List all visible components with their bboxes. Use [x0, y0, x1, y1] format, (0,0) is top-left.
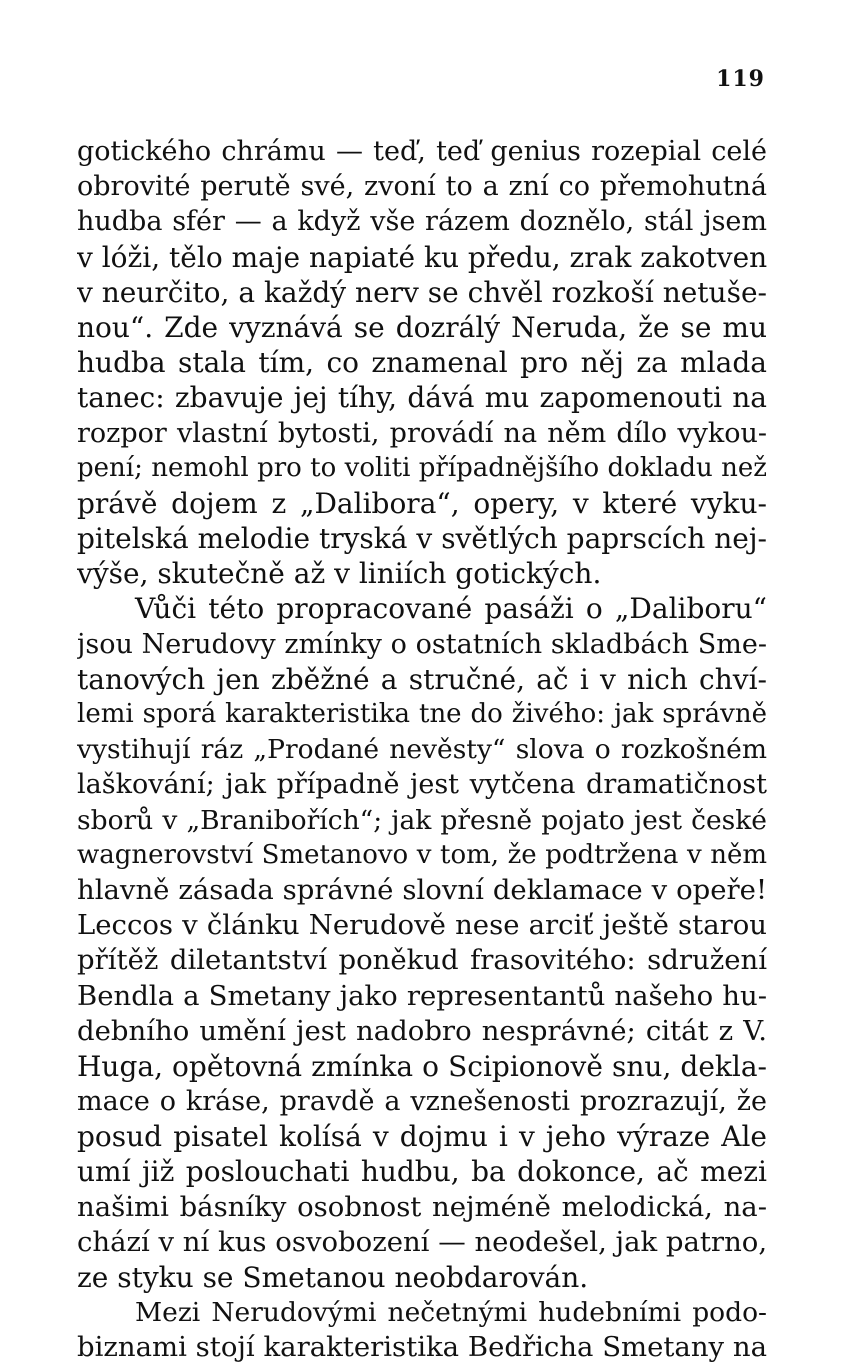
text-line: biznami stojí karakteristika Bedřicha Smetany na [77, 1331, 767, 1364]
text-line-paragraph-start: Mezi Nerudovými nečetnými hudebními podo- [135, 1297, 767, 1329]
text-line: chází v ní kus osvobození — neodešel, jak patrno, [77, 1225, 767, 1258]
text-line: našimi básníky osobnost nejméně melodická, na- [77, 1190, 767, 1223]
text-line: Bendla a Smetany jako representantů našeho hu- [77, 979, 767, 1012]
text-line: posud pisatel kolísá v dojmu i v jeho výraze Ale [77, 1120, 767, 1154]
text-line: sborů v „Branibořích“; jak přesně pojato jest české [77, 804, 767, 836]
text-line-paragraph-end: výše, skutečně až v liniích gotických. [77, 557, 602, 591]
text-line: vystihují ráz „Prodané nevěsty“ slova o rozkošném [77, 734, 767, 766]
text-line: hlavně zásada správné slovní deklamace v opeře! [77, 873, 767, 906]
text-line: v lóži, tělo maje napiaté ku předu, zrak zakotven [77, 240, 767, 274]
text-line-paragraph-end: ze styku se Smetanou neobdarován. [77, 1261, 589, 1294]
text-line: Leccos v článku Nerudově nese arciť ještě starou [77, 909, 767, 942]
text-line: v neurčito, a každý nerv se chvěl rozkoší netuše- [77, 275, 767, 309]
text-line: debního umění jest nadobro nesprávné; citát z V. [77, 1014, 767, 1047]
text-line: tanec: zbavuje jej tíhy, dává mu zapomenouti na [77, 381, 767, 415]
page-number: 119 [716, 66, 765, 92]
text-line: wagnerovství Smetanovo v tom, že podtržena v něm [77, 839, 767, 870]
text-line: rozpor vlastní bytosti, provádí na něm dílo vykou- [77, 417, 767, 449]
text-line: nou“. Zde vyznává se dozrálý Neruda, že se mu [77, 310, 767, 344]
text-line: jsou Nerudovy zmínky o ostatních skladbách Sme- [77, 628, 767, 660]
text-line: hudba stala tím, co znamenal pro něj za mlada [77, 346, 767, 380]
text-line-paragraph-start: Vůči této propracované pasáži o „Daliboru“ [135, 592, 767, 626]
text-line: pení; nemohl pro to voliti případnějšího dokladu než [77, 452, 767, 483]
text-line: mace o kráse, pravdě a vznešenosti prozrazují, že [77, 1086, 767, 1118]
text-line: Huga, opětovná zmínka o Scipionově snu, dekla- [77, 1049, 767, 1083]
text-line: obrovité perutě své, zvoní to a zní co přemohutná [77, 171, 767, 203]
text-line: přítěž diletantství poněkud frasovitého: sdružení [77, 944, 767, 977]
text-line: gotického chrámu — teď, teď genius rozepial celé [77, 136, 767, 167]
body-text [77, 134, 767, 1366]
text-line: lemi sporá karakteristika tne do živého: jak správně [77, 699, 767, 729]
text-line: umí již poslouchati hudbu, ba dokonce, ač mezi [77, 1155, 767, 1189]
text-line: laškování; jak případně jest vytčena dramatičnost [77, 769, 767, 801]
text-line: právě dojem z „Dalibora“, opery, v které vyku- [77, 486, 767, 520]
text-line: hudba sfér — a když vše rázem doznělo, stál jsem [77, 206, 767, 238]
text-line: pitelská melodie tryská v světlých paprscích nej- [77, 522, 767, 556]
text-line: tanových jen zběžné a stručné, ač i v nich chví- [77, 662, 767, 696]
